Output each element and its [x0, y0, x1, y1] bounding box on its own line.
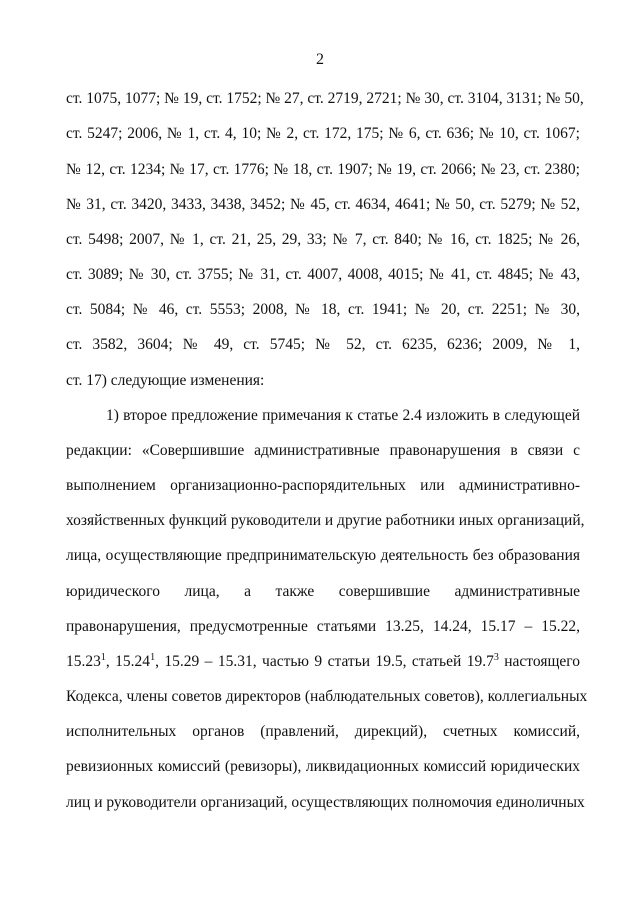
text-line: хозяйственных функций руководители и другие работники иных организаций, [66, 512, 585, 529]
text-line: выполнением организационно-распорядительных или административно- [66, 477, 580, 494]
text-line: лиц и руководители организаций, осуществляющих полномочия единоличных [66, 794, 585, 811]
text-segment: , 15.24 [105, 653, 151, 670]
text-line-with-superscripts [66, 652, 580, 672]
superscript: 1 [100, 652, 106, 663]
text-segment: настоящего [498, 653, 581, 670]
page-number: 2 [316, 51, 324, 68]
text-line: правонарушения, предусмотренные статьями 13.25, 14.24, 15.17 – 15.22, [66, 618, 580, 635]
text-line: ст. 1075, 1077; № 19, ст. 1752; № 27, ст. 2719, 2721; № 30, ст. 3104, 3131; № 50, [66, 90, 584, 107]
text-segment: , 15.29 – 15.31, частью 9 статьи 19.5, статьей 19.7 [155, 653, 494, 670]
text-line: юридического лица, а также совершившие административные [66, 583, 580, 600]
text-line: лица, осуществляющие предпринимательскую деятельность без образования [66, 547, 580, 564]
text-line: ст. 5498; 2007, № 1, ст. 21, 25, 29, 33; № 7, ст. 840; № 16, ст. 1825; № 26, [66, 231, 580, 248]
text-line: ревизионных комиссий (ревизоры), ликвидационных комиссий юридических [66, 758, 580, 775]
superscript: 1 [150, 652, 156, 663]
text-line: № 31, ст. 3420, 3433, 3438, 3452; № 45, ст. 4634, 4641; № 50, ст. 5279; № 52, [66, 196, 580, 213]
paragraph-first-line: 1) второе предложение примечания к статье 2.4 изложить в следующей [106, 407, 580, 424]
text-line: ст. 5084; № 46, ст. 5553; 2008, № 18, ст. 1941; № 20, ст. 2251; № 30, [66, 301, 580, 318]
text-line: редакции: «Совершившие административные правонарушения в связи с [66, 442, 580, 459]
text-line: Кодекса, члены советов директоров (наблюдательных советов), коллегиальных [66, 688, 588, 705]
text-line: ст. 5247; 2006, № 1, ст. 4, 10; № 2, ст. 172, 175; № 6, ст. 636; № 10, ст. 1067; [66, 125, 580, 142]
superscript: 3 [493, 652, 499, 663]
text-line: ст. 3089; № 30, ст. 3755; № 31, ст. 4007, 4008, 4015; № 41, ст. 4845; № 43, [66, 266, 580, 283]
text-line: № 12, ст. 1234; № 17, ст. 1776; № 18, ст. 1907; № 19, ст. 2066; № 23, ст. 2380; [66, 161, 580, 178]
text-line: ст. 17) следующие изменения: [66, 372, 265, 389]
text-segment: 15.23 [66, 653, 101, 670]
text-line: исполнительных органов (правлений, дирекций), счетных комиссий, [66, 723, 580, 740]
text-line: ст. 3582, 3604; № 49, ст. 5745; № 52, ст. 6235, 6236; 2009, № 1, [66, 336, 580, 353]
